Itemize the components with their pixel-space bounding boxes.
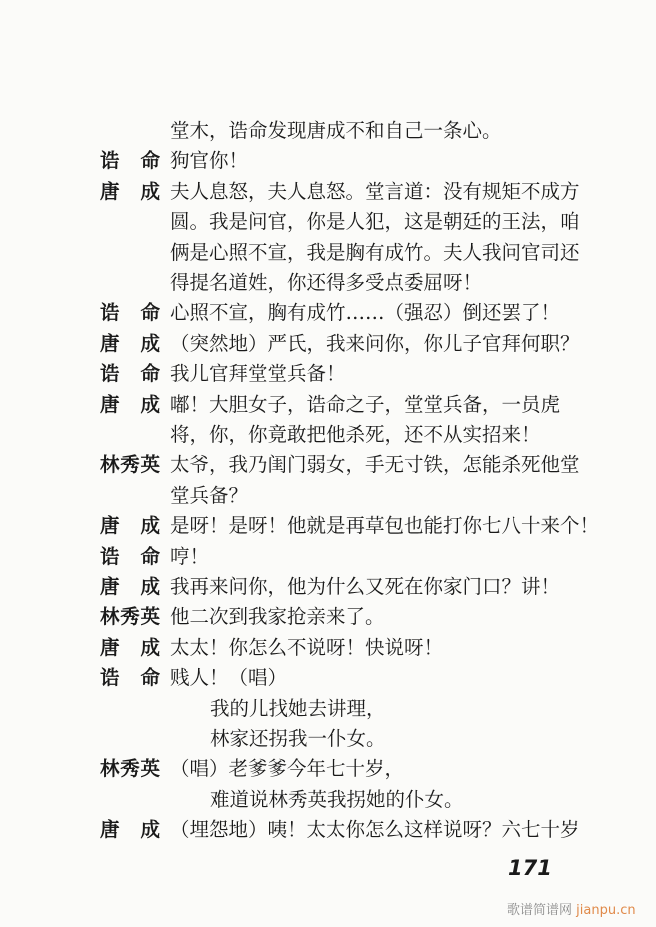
dialogue-text: 林家还拐我一仆女。 <box>210 727 386 750</box>
speaker-name: 唐成 <box>100 179 160 203</box>
script-line <box>100 602 560 632</box>
speaker-name: 唐成 <box>100 514 160 538</box>
dialogue-text: 太爷，我乃闺门弱女，手无寸铁，怎能杀死他堂 <box>170 453 580 477</box>
dialogue-text: 难道说林秀英我拐她的仆女。 <box>210 787 464 811</box>
speaker-name: 林秀英 <box>100 757 160 781</box>
dialogue-text: 狗官你！ <box>170 149 249 173</box>
dialogue-text: 我儿官拜堂堂兵备！ <box>170 362 346 386</box>
script-line <box>100 633 560 663</box>
dialogue-text: 我再来问你，他为什么又死在你家门口？讲！ <box>170 575 561 598</box>
dialogue-text: （突然地）严氏，我来问你，你儿子官拜何职？ <box>170 331 580 355</box>
dialogue-text: 得提名道姓，你还得多受点委屈呀！ <box>170 271 483 294</box>
dialogue-text: （埋怨地）咦！太太你怎么这样说呀？六七十岁 <box>170 818 580 842</box>
dialogue-text: 夫人息怒，夫人息怒。堂言道：没有规矩不成方 <box>170 179 580 203</box>
speaker-name: 诰命 <box>100 544 160 568</box>
speaker-name: 诰命 <box>100 149 160 173</box>
script-line <box>100 815 580 845</box>
watermark-name: 歌谱简谱网 <box>507 903 573 918</box>
script-line <box>100 754 560 784</box>
dialogue-text: 堂木，诰命发现唐成不和自己一条心。 <box>170 119 502 142</box>
speaker-name: 诰命 <box>100 301 160 325</box>
script-line <box>100 663 560 693</box>
dialogue-text: （唱）老爹爹今年七十岁， <box>170 757 405 781</box>
speaker-name: 唐成 <box>100 392 160 416</box>
script-line <box>100 724 560 754</box>
dialogue-text: 太太！你怎么不说呀！快说呀！ <box>170 635 444 659</box>
dialogue-text: 堂兵备？ <box>170 483 249 507</box>
script-line <box>100 450 580 480</box>
page-number: 171 <box>508 856 552 880</box>
script-line <box>100 329 580 359</box>
dialogue-text: 俩是心照不宣，我是胸有成竹。夫人我问官司还 <box>170 240 580 264</box>
script-line <box>100 542 560 572</box>
speaker-name: 诰命 <box>100 666 160 690</box>
script-line <box>100 207 580 237</box>
dialogue-text: 圆。我是问官，你是人犯，这是朝廷的王法，咱 <box>170 210 580 234</box>
script-line <box>100 420 560 450</box>
speaker-name: 林秀英 <box>100 453 160 477</box>
speaker-name: 唐成 <box>100 635 160 659</box>
script-line <box>100 694 560 724</box>
script-line <box>100 785 560 815</box>
dialogue-text: 心照不宣，胸有成竹……（强忍）倒还罢了！ <box>170 301 561 325</box>
dialogue-text: 嘟！大胆女子，诰命之子，堂堂兵备，一员虎 <box>170 392 561 416</box>
script-line <box>100 390 560 420</box>
speaker-name: 林秀英 <box>100 605 160 629</box>
dialogue-text: 我的儿找她去讲理， <box>210 696 386 720</box>
watermark <box>507 899 636 918</box>
script-line <box>100 146 560 176</box>
dialogue-text: 是呀！是呀！他就是再草包也能打你七八十来个！ <box>170 514 600 538</box>
script-line <box>100 268 560 298</box>
dialogue-text: 哼！ <box>170 544 210 568</box>
dialogue-text: 他二次到我家抢亲来了。 <box>170 605 385 629</box>
script-line <box>100 238 580 268</box>
script-line <box>100 359 560 389</box>
script-line <box>100 177 580 207</box>
watermark-site: jianpu.cn <box>576 903 636 918</box>
speaker-name: 唐成 <box>100 818 160 842</box>
dialogue-text: 将，你，你竟敢把他杀死，还不从实招来！ <box>170 423 541 446</box>
script-line <box>100 572 560 602</box>
dialogue-text: 贱人！（唱） <box>170 666 288 690</box>
script-line <box>100 298 560 328</box>
speaker-name: 唐成 <box>100 331 160 355</box>
speaker-name: 诰命 <box>100 362 160 386</box>
speaker-name: 唐成 <box>100 575 160 598</box>
script-line <box>100 481 560 511</box>
script-line <box>100 116 560 146</box>
script-line <box>100 511 600 541</box>
